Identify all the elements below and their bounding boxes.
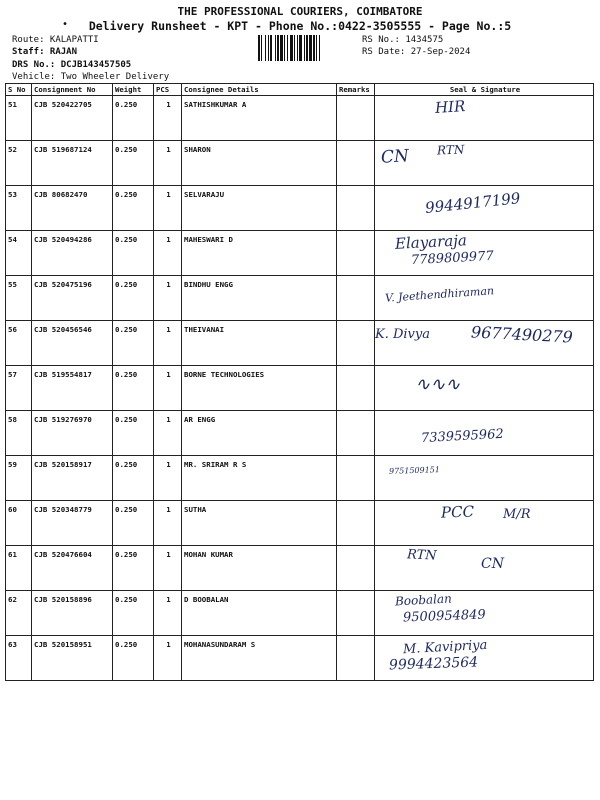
drs-number: DRS No.: DCJB143457505 [12, 60, 132, 70]
signature-cell [375, 411, 594, 456]
handwritten-signature: PCC [440, 502, 475, 522]
serial-number-cell: 55 [6, 276, 32, 321]
pieces-cell: 1 [154, 231, 182, 276]
consignment-number-cell: CJB 80682470 [32, 186, 113, 231]
consignment-number-cell: CJB 520494286 [32, 231, 113, 276]
column-header: Seal & Signature [375, 84, 594, 96]
table-row [6, 366, 594, 411]
serial-number-cell: 59 [6, 456, 32, 501]
remarks-cell [337, 186, 375, 231]
rs-number: RS No.: 1434575 [362, 35, 444, 45]
rs-date: RS Date: 27-Sep-2024 [362, 47, 471, 57]
weight-cell: 0.250 [113, 96, 154, 141]
serial-number-cell: 58 [6, 411, 32, 456]
table-row [6, 96, 594, 141]
serial-number-cell: 51 [6, 96, 32, 141]
consignment-number-cell: CJB 519554817 [32, 366, 113, 411]
table-row [6, 546, 594, 591]
consignment-number-cell: CJB 520348779 [32, 501, 113, 546]
pieces-cell: 1 [154, 591, 182, 636]
handwritten-signature: Boobalan [394, 591, 453, 609]
signature-cell [375, 321, 594, 366]
weight-cell: 0.250 [113, 231, 154, 276]
serial-number-cell: 60 [6, 501, 32, 546]
consignee-cell: SATHISHKUMAR A [182, 96, 337, 141]
column-header: S No [6, 84, 32, 96]
remarks-cell [337, 411, 375, 456]
consignment-number-cell: CJB 519687124 [32, 141, 113, 186]
consignee-cell: MR. SRIRAM R S [182, 456, 337, 501]
column-header: PCS [154, 84, 182, 96]
weight-cell: 0.250 [113, 411, 154, 456]
signature-cell [375, 366, 594, 411]
table-row [6, 276, 594, 321]
remarks-cell [337, 636, 375, 681]
route-label: Route: KALAPATTI [12, 35, 99, 45]
consignee-cell: MOHAN KUMAR [182, 546, 337, 591]
serial-number-cell: 61 [6, 546, 32, 591]
consignment-number-cell: CJB 520475196 [32, 276, 113, 321]
consignee-cell: AR ENGG [182, 411, 337, 456]
signature-cell [375, 186, 594, 231]
header-bullet: • [62, 19, 69, 30]
consignment-number-cell: CJB 519276970 [32, 411, 113, 456]
remarks-cell [337, 456, 375, 501]
weight-cell: 0.250 [113, 501, 154, 546]
consignee-cell: THEIVANAI [182, 321, 337, 366]
remarks-cell [337, 591, 375, 636]
table-row [6, 411, 594, 456]
company-title: THE PROFESSIONAL COURIERS, COIMBATORE [177, 5, 423, 18]
consignee-cell: SHARON [182, 141, 337, 186]
pieces-cell: 1 [154, 96, 182, 141]
pieces-cell: 1 [154, 636, 182, 681]
runsheet-title: Delivery Runsheet - KPT - Phone No.:0422-3505555 - Page No.:5 [88, 19, 512, 33]
pieces-cell: 1 [154, 546, 182, 591]
serial-number-cell: 56 [6, 321, 32, 366]
remarks-cell [337, 366, 375, 411]
table-row [6, 456, 594, 501]
handwritten-signature: Elayaraja [394, 231, 468, 253]
weight-cell: 0.250 [113, 636, 154, 681]
weight-cell: 0.250 [113, 456, 154, 501]
handwritten-signature: RTN [436, 142, 465, 158]
serial-number-cell: 57 [6, 366, 32, 411]
table-row [6, 186, 594, 231]
pieces-cell: 1 [154, 411, 182, 456]
remarks-cell [337, 231, 375, 276]
consignee-cell: BORNE TECHNOLOGIES [182, 366, 337, 411]
serial-number-cell: 62 [6, 591, 32, 636]
column-header: Consignee Details [182, 84, 337, 96]
serial-number-cell: 52 [6, 141, 32, 186]
handwritten-signature: 9994423564 [388, 654, 479, 674]
consignee-cell: BINDHU ENGG [182, 276, 337, 321]
runsheet-table [5, 83, 594, 681]
handwritten-signature: 9751509151 [388, 465, 441, 476]
remarks-cell [337, 96, 375, 141]
pieces-cell: 1 [154, 276, 182, 321]
signature-cell [375, 636, 594, 681]
consignee-cell: D BOOBALAN [182, 591, 337, 636]
consignment-number-cell: CJB 520158896 [32, 591, 113, 636]
handwritten-signature: HIR [434, 96, 466, 118]
column-header: Weight [113, 84, 154, 96]
weight-cell: 0.250 [113, 546, 154, 591]
handwritten-signature: K. Divya [375, 327, 430, 342]
table-row [6, 636, 594, 681]
weight-cell: 0.250 [113, 591, 154, 636]
serial-number-cell: 63 [6, 636, 32, 681]
serial-number-cell: 54 [6, 231, 32, 276]
handwritten-signature: 9500954849 [402, 607, 486, 626]
weight-cell: 0.250 [113, 366, 154, 411]
column-header: Remarks [337, 84, 375, 96]
weight-cell: 0.250 [113, 321, 154, 366]
consignment-number-cell: CJB 520158951 [32, 636, 113, 681]
handwritten-signature: M. Kavipriya [402, 637, 488, 658]
handwritten-signature: RTN [406, 547, 437, 564]
handwritten-signature: 9677490279 [470, 322, 574, 347]
table-header-row [6, 84, 594, 96]
consignee-cell: MAHESWARI D [182, 231, 337, 276]
signature-cell [375, 501, 594, 546]
remarks-cell [337, 141, 375, 186]
table-row [6, 231, 594, 276]
pieces-cell: 1 [154, 186, 182, 231]
consignment-number-cell: CJB 520158917 [32, 456, 113, 501]
consignee-cell: MOHANASUNDARAM S [182, 636, 337, 681]
signature-cell [375, 456, 594, 501]
table-row [6, 501, 594, 546]
pieces-cell: 1 [154, 501, 182, 546]
table-row [6, 321, 594, 366]
pieces-cell: 1 [154, 141, 182, 186]
barcode-image [258, 35, 356, 61]
signature-scribble-icon: ∿∿∿ [415, 374, 461, 395]
pieces-cell: 1 [154, 456, 182, 501]
signature-cell [375, 231, 594, 276]
table-row [6, 591, 594, 636]
handwritten-signature: V. Jeethendhiraman [384, 284, 495, 305]
handwritten-signature: 7339595962 [420, 426, 505, 447]
consignee-cell: SELVARAJU [182, 186, 337, 231]
signature-cell [375, 96, 594, 141]
consignment-number-cell: CJB 520422705 [32, 96, 113, 141]
pieces-cell: 1 [154, 366, 182, 411]
consignment-number-cell: CJB 520456546 [32, 321, 113, 366]
weight-cell: 0.250 [113, 141, 154, 186]
handwritten-signature: 9944917199 [424, 189, 522, 217]
table-row [6, 141, 594, 186]
remarks-cell [337, 276, 375, 321]
vehicle-label: Vehicle: Two Wheeler Delivery [12, 72, 170, 82]
remarks-cell [337, 546, 375, 591]
consignee-cell: SUTHA [182, 501, 337, 546]
signature-cell [375, 591, 594, 636]
column-header: Consignment No [32, 84, 113, 96]
signature-cell [375, 141, 594, 186]
serial-number-cell: 53 [6, 186, 32, 231]
weight-cell: 0.250 [113, 276, 154, 321]
handwritten-signature: CN [380, 146, 410, 168]
staff-label: Staff: RAJAN [12, 47, 78, 57]
handwritten-signature: M/R [503, 507, 531, 522]
handwritten-signature: 7789809977 [410, 248, 495, 269]
signature-cell [375, 546, 594, 591]
pieces-cell: 1 [154, 321, 182, 366]
remarks-cell [337, 321, 375, 366]
weight-cell: 0.250 [113, 186, 154, 231]
signature-cell [375, 276, 594, 321]
handwritten-signature: CN [481, 556, 504, 572]
remarks-cell [337, 501, 375, 546]
consignment-number-cell: CJB 520476604 [32, 546, 113, 591]
